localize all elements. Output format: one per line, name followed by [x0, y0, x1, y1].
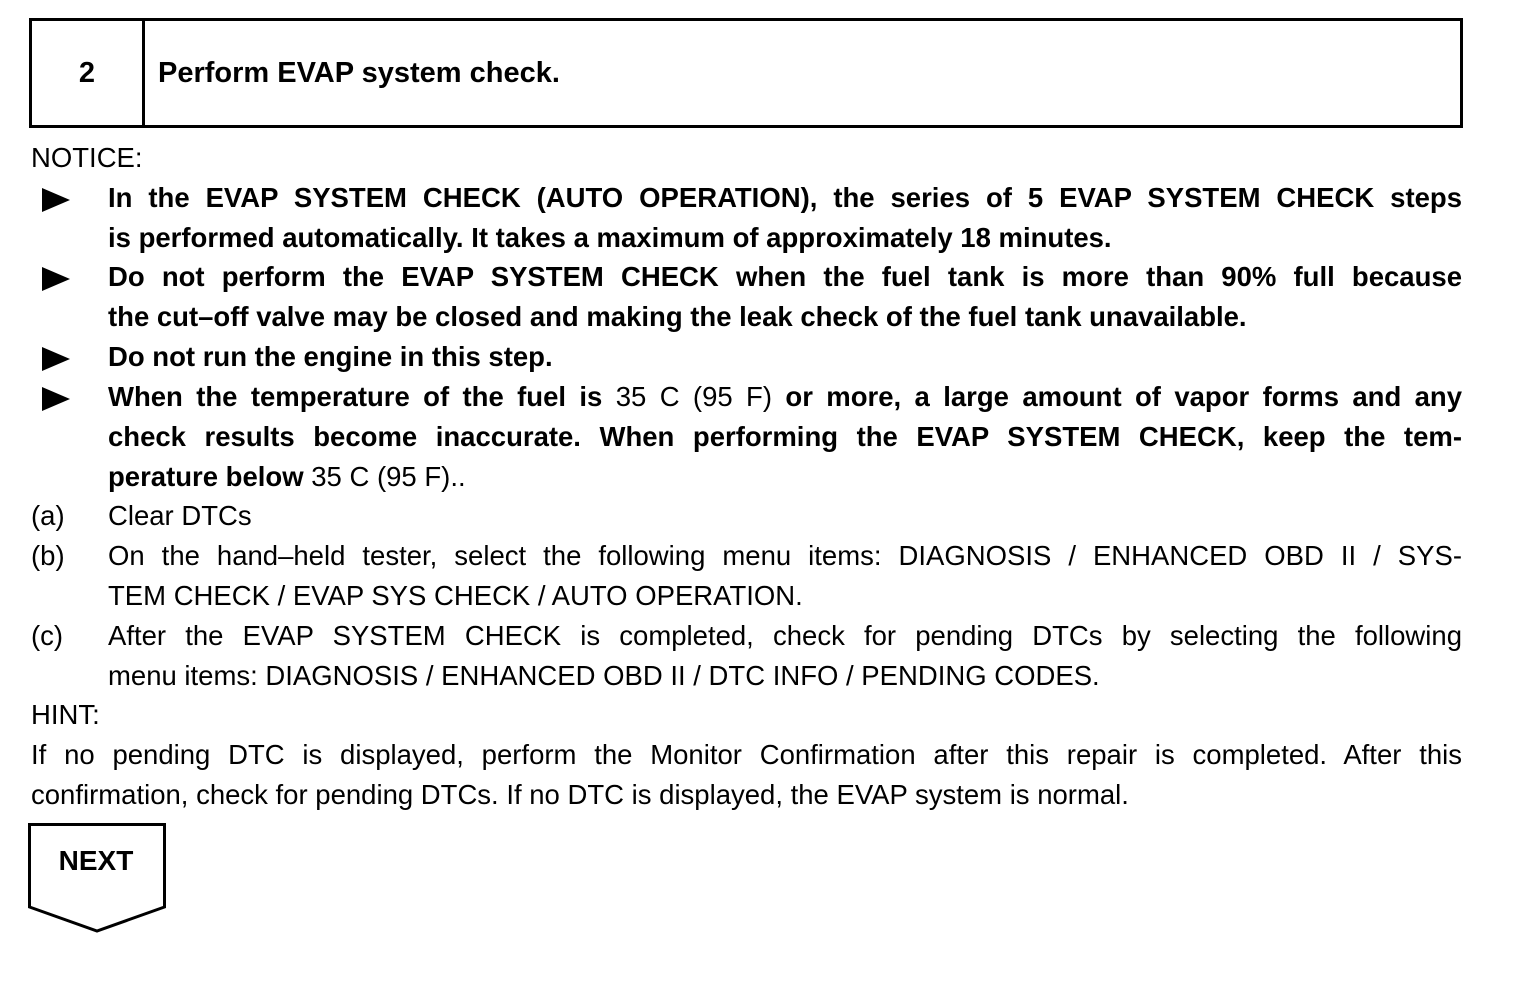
notice-label: NOTICE:	[31, 142, 143, 173]
notice-item-4-text-c: perature below	[108, 461, 304, 492]
bullet-arrow-icon	[42, 267, 70, 291]
step-b-line-1: On the hand–held tester, select the following menu items: DIAGNOSIS / ENHANCED OBD II / SYS-	[108, 540, 1462, 571]
notice-item-4-temperature: 35 C (95 F)	[615, 381, 773, 412]
bullet-arrow-icon	[42, 347, 70, 371]
notice-item-4-line-1	[108, 377, 1462, 417]
notice-item-3-line-1: Do not run the engine in this step.	[108, 341, 553, 372]
bullet-arrow-icon	[42, 188, 70, 212]
next-button[interactable]	[28, 823, 166, 935]
step-header	[29, 18, 1463, 128]
notice-item-2-line-2: the cut–off valve may be closed and making the leak check of the fuel tank unavailable.	[108, 301, 1247, 332]
step-number: 2	[32, 21, 145, 125]
notice-item-4-line-3	[108, 457, 466, 497]
bullet-arrow-icon	[42, 387, 70, 411]
next-arrow-shape	[28, 823, 166, 935]
step-c-line-2: menu items: DIAGNOSIS / ENHANCED OBD II / DTC INFO / PENDING CODES.	[108, 660, 1100, 691]
step-a-text: Clear DTCs	[108, 500, 252, 531]
notice-item-4-text-b: or more, a large amount of vapor forms and any	[785, 381, 1463, 412]
step-c-marker: (c)	[31, 620, 64, 651]
step-a-marker: (a)	[31, 500, 65, 531]
step-c-line-1: After the EVAP SYSTEM CHECK is completed, check for pending DTCs by selecting the following	[108, 620, 1462, 651]
notice-item-4-temperature-limit: 35 C (95 F)..	[311, 461, 466, 492]
notice-item-4-text-a: When the temperature of the fuel is	[108, 381, 603, 412]
notice-item-1-line-1: In the EVAP SYSTEM CHECK (AUTO OPERATION), the series of 5 EVAP SYSTEM CHECK steps	[108, 182, 1462, 213]
notice-item-4-line-2: check results become inaccurate. When performing the EVAP SYSTEM CHECK, keep the tem-	[108, 421, 1462, 452]
notice-item-1-line-2: is performed automatically. It takes a maximum of approximately 18 minutes.	[108, 222, 1112, 253]
step-title: Perform EVAP system check.	[158, 56, 560, 89]
hint-label: HINT:	[31, 699, 100, 730]
notice-item-2-line-1: Do not perform the EVAP SYSTEM CHECK when the fuel tank is more than 90% full because	[108, 261, 1462, 292]
step-b-line-2: TEM CHECK / EVAP SYS CHECK / AUTO OPERATION.	[108, 580, 803, 611]
next-button-label: NEXT	[58, 845, 134, 876]
hint-line-2: confirmation, check for pending DTCs. If no DTC is displayed, the EVAP system is normal.	[31, 779, 1129, 810]
step-b-marker: (b)	[31, 540, 65, 571]
hint-line-1: If no pending DTC is displayed, perform the Monitor Confirmation after this repair is completed. After this	[31, 739, 1462, 770]
